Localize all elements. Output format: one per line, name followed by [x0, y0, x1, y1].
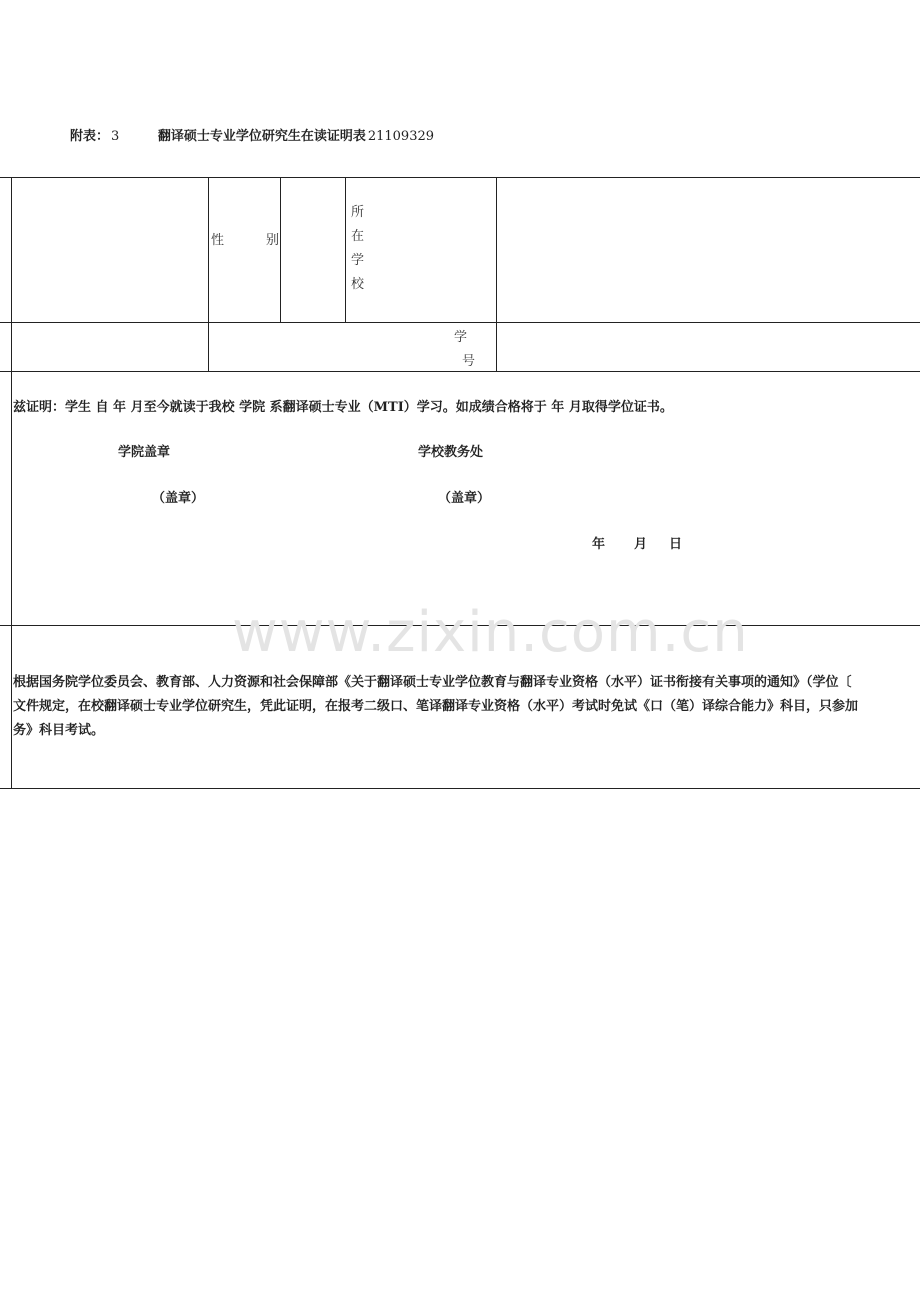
school-label-char: 在: [351, 229, 365, 244]
table-line-bottom: [0, 788, 920, 789]
school-label-char: 校: [351, 277, 365, 292]
school-field[interactable]: [498, 179, 918, 321]
table-col-divider-2: [280, 177, 281, 323]
date-month: 月: [634, 537, 648, 552]
gender-field[interactable]: [282, 179, 344, 321]
appendix-label: 附表：: [70, 129, 110, 144]
major-field[interactable]: [13, 324, 207, 370]
seal-note-right: （盖章）: [438, 491, 491, 506]
school-label-char: 学: [351, 253, 365, 268]
gender-label-right: 别: [266, 233, 280, 248]
seal-note-left: （盖章）: [152, 491, 205, 506]
notice-line-1: 根据国务院学位委员会、教育部、人力资源和社会保障部《关于翻译硕士专业学位教育与翻译专业资格（水平）证书衔接有关事项的通知》（学位〔: [13, 675, 852, 690]
table-line-row1: [0, 322, 920, 323]
table-col-divider-3: [345, 177, 346, 323]
date-day: 日: [669, 537, 683, 552]
notice-line-2: 文件规定，在校翻译硕士专业学位研究生，凭此证明，在报考二级口、笔译翻译专业资格（水平）考试时免试《口（笔）译综合能力》科目，只参加: [13, 699, 859, 714]
form-code: 21109329: [367, 129, 435, 144]
table-col-divider-1: [208, 177, 209, 372]
form-header: [70, 125, 434, 144]
academic-affairs-label: 学校教务处: [418, 445, 484, 460]
school-label-char: 所: [351, 205, 365, 220]
gender-label-left: 性: [211, 233, 225, 248]
college-seal-label: 学院盖章: [118, 445, 171, 460]
student-id-label-char: 号: [462, 354, 476, 369]
table-line-left: [11, 177, 12, 789]
watermark-text: www.zixin.com.cn: [232, 600, 749, 665]
form-title: 翻译硕士专业学位研究生在读证明表: [157, 129, 366, 144]
table-line-row2: [0, 371, 920, 372]
name-field[interactable]: [13, 179, 207, 321]
school-label: [351, 201, 364, 297]
appendix-number: 3: [111, 129, 120, 144]
table-line-top: [0, 177, 920, 178]
date-year: 年: [592, 537, 606, 552]
certification-statement: 兹证明：学生 自 年 月至今就读于我校 学院 系翻译硕士专业（MTI）学习。如成绩合格将于 年 月取得学位证书。: [13, 400, 673, 415]
table-col-divider-4: [496, 177, 497, 372]
student-id-field[interactable]: [498, 324, 918, 370]
student-id-label-char: 学: [454, 330, 468, 345]
notice-line-3: 务》科目考试。: [13, 723, 105, 738]
